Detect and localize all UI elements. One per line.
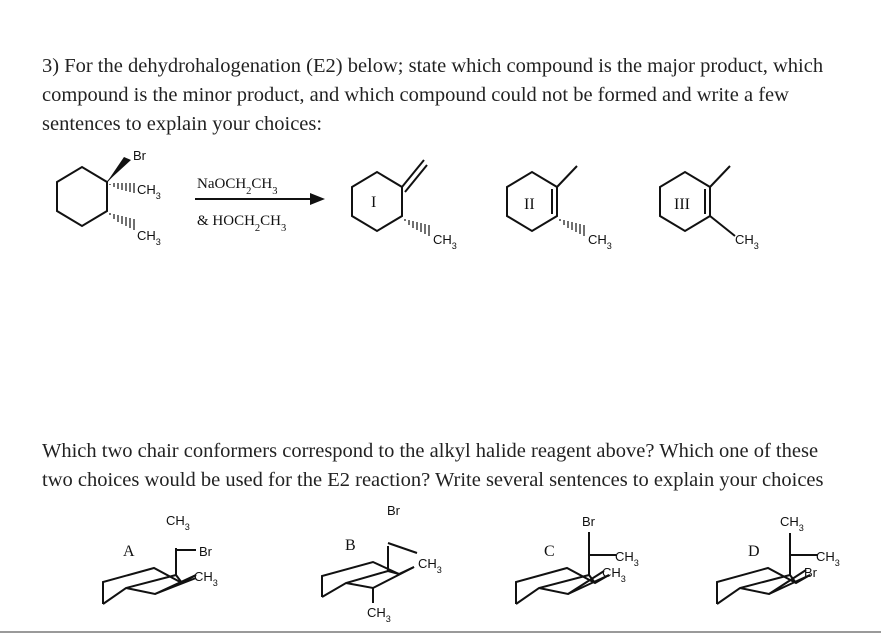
product-i bbox=[352, 160, 457, 251]
chair-c bbox=[516, 532, 616, 604]
chair-a bbox=[103, 548, 196, 604]
product-iii-ch3: $CH_3$ bbox=[735, 232, 759, 251]
product-i-label: I bbox=[371, 194, 377, 211]
product-ii-ch3: $CH_3$ bbox=[588, 232, 612, 251]
chair-b-right1: $CH_3$ bbox=[418, 556, 442, 575]
chair-d-top: $CH_3$ bbox=[780, 514, 804, 533]
chair-d-right2: Br bbox=[804, 565, 817, 580]
chair-d bbox=[717, 533, 818, 604]
chair-question-line-2: two choices would be used for the E2 reaction? Write several sentences to explain your choices bbox=[42, 469, 824, 491]
product-iii bbox=[660, 166, 759, 251]
chair-d-right1: $CH_3$ bbox=[816, 549, 840, 568]
question-3-line-2: compound is the minor product, and which compound could not be formed and write a few bbox=[42, 84, 789, 106]
chair-question-text bbox=[42, 437, 877, 495]
chair-b-bottom: $CH_3$ bbox=[367, 605, 391, 624]
chair-a-right2: $CH_3$ bbox=[194, 569, 218, 588]
reaction-arrow-head bbox=[310, 193, 325, 205]
chair-c-label: C bbox=[544, 543, 555, 560]
chair-d-label: D bbox=[748, 543, 760, 560]
reactant-hash-bottom bbox=[110, 213, 134, 230]
product-i-ch3: $CH_3$ bbox=[433, 232, 457, 251]
question-3-line-1: 3) For the dehydrohalogenation (E2) below; state which compound is the major product, which bbox=[42, 55, 824, 77]
chair-b-top: Br bbox=[387, 503, 400, 518]
reactant-ch3-bottom-label: $CH_3$ bbox=[137, 228, 161, 247]
bottom-divider bbox=[0, 631, 881, 633]
reactant-hash-top bbox=[110, 183, 134, 193]
reactant-ring bbox=[57, 167, 107, 226]
conditions-line-1: $NaOCH_2CH_3$ bbox=[197, 176, 278, 197]
chair-question-line-1: Which two chair conformers correspond to the alkyl halide reagent above? Which one of these bbox=[42, 440, 819, 462]
product-ii-label: II bbox=[524, 196, 535, 213]
chair-c-right2: $CH_3$ bbox=[602, 565, 626, 584]
reactant-ch3-top-label: $CH_3$ bbox=[137, 182, 161, 201]
chair-a-label: A bbox=[123, 543, 135, 560]
product-iii-label: III bbox=[674, 196, 690, 213]
reactant-br-label: Br bbox=[133, 148, 146, 163]
product-ii bbox=[507, 166, 612, 251]
chair-b bbox=[322, 543, 417, 603]
chair-a-right1: Br bbox=[199, 544, 212, 559]
chair-a-top: $CH_3$ bbox=[166, 513, 190, 532]
chair-b-label: B bbox=[345, 537, 356, 554]
chair-c-right1: $CH_3$ bbox=[615, 549, 639, 568]
chair-c-top: Br bbox=[582, 514, 595, 529]
conditions-line-2: & $HOCH_2CH_3$ bbox=[197, 213, 287, 234]
question-3-line-3: sentences to explain your choices: bbox=[42, 113, 323, 135]
reactant-br-wedge bbox=[107, 157, 131, 182]
